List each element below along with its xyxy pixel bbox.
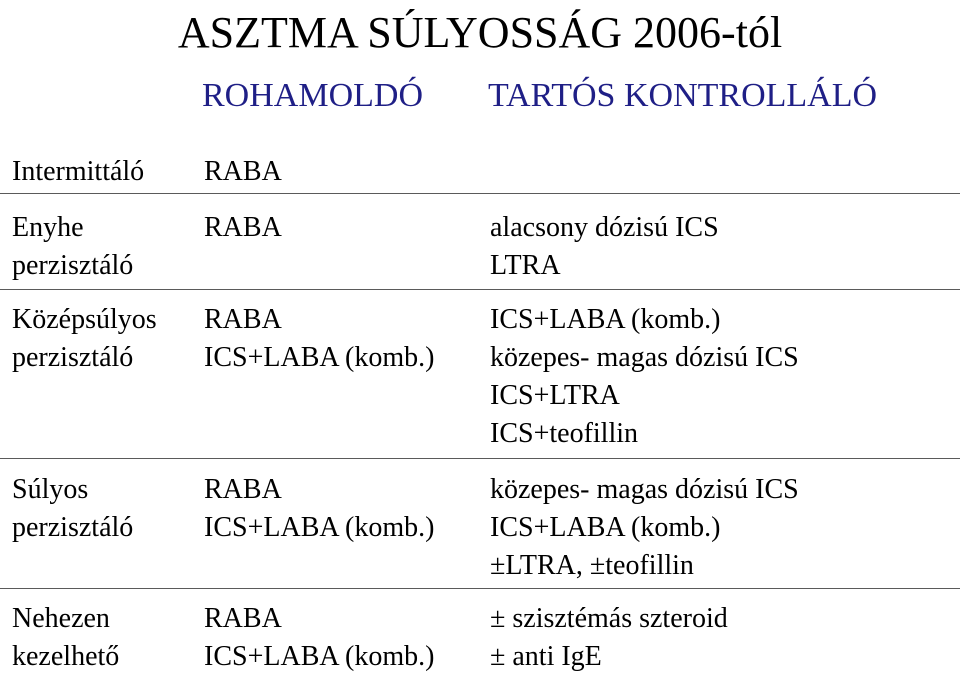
severity-cell bbox=[12, 471, 133, 547]
reliever-cell bbox=[204, 209, 282, 247]
row-divider bbox=[0, 289, 960, 290]
reliever-cell bbox=[204, 600, 434, 676]
severity-label: Súlyos bbox=[12, 474, 89, 505]
row-divider bbox=[0, 193, 960, 194]
severity-label: Enyhe bbox=[12, 212, 84, 243]
controller-label: ICS+LABA (komb.) bbox=[490, 304, 721, 335]
controller-label: LTRA bbox=[490, 250, 561, 281]
severity-cell bbox=[12, 600, 119, 676]
reliever-label: RABA bbox=[204, 156, 282, 187]
severity-label: Intermittáló bbox=[12, 156, 145, 187]
controller-label: alacsony dózisú ICS bbox=[490, 212, 719, 243]
severity-label: perzisztáló bbox=[12, 250, 134, 281]
controller-label: ICS+LABA (komb.) bbox=[490, 512, 721, 543]
severity-cell bbox=[12, 301, 157, 377]
row-divider bbox=[0, 458, 960, 459]
reliever-cell bbox=[204, 471, 434, 547]
controller-label: ± anti IgE bbox=[490, 641, 602, 672]
reliever-label: RABA bbox=[204, 212, 282, 243]
column-header-controller: TARTÓS KONTROLLÁLÓ bbox=[488, 77, 878, 114]
controller-cell bbox=[490, 471, 799, 585]
column-header-reliever: ROHAMOLDÓ bbox=[202, 77, 423, 114]
reliever-label: RABA bbox=[204, 603, 282, 634]
reliever-label: ICS+LABA (komb.) bbox=[204, 512, 435, 543]
controller-label: ± szisztémás szteroid bbox=[490, 603, 728, 634]
controller-cell bbox=[490, 209, 719, 285]
controller-label: közepes- magas dózisú ICS bbox=[490, 342, 799, 373]
severity-label: perzisztáló bbox=[12, 342, 134, 373]
reliever-cell bbox=[204, 153, 282, 191]
reliever-label: RABA bbox=[204, 474, 282, 505]
severity-label: perzisztáló bbox=[12, 512, 134, 543]
severity-label: Középsúlyos bbox=[12, 304, 157, 335]
row-divider bbox=[0, 588, 960, 589]
controller-cell bbox=[490, 600, 728, 676]
controller-label: ±LTRA, ±teofillin bbox=[490, 550, 694, 581]
severity-cell bbox=[12, 153, 144, 191]
controller-label: ICS+LTRA bbox=[490, 380, 620, 411]
reliever-cell bbox=[204, 301, 434, 377]
reliever-label: ICS+LABA (komb.) bbox=[204, 342, 435, 373]
controller-label: ICS+teofillin bbox=[490, 418, 639, 449]
reliever-label: ICS+LABA (komb.) bbox=[204, 641, 435, 672]
page-title: ASZTMA SÚLYOSSÁG 2006-tól bbox=[177, 8, 783, 57]
reliever-label: RABA bbox=[204, 304, 282, 335]
controller-cell bbox=[490, 301, 799, 453]
severity-cell bbox=[12, 209, 133, 285]
severity-label: Nehezen bbox=[12, 603, 110, 634]
severity-label: kezelhető bbox=[12, 641, 120, 672]
controller-label: közepes- magas dózisú ICS bbox=[490, 474, 799, 505]
